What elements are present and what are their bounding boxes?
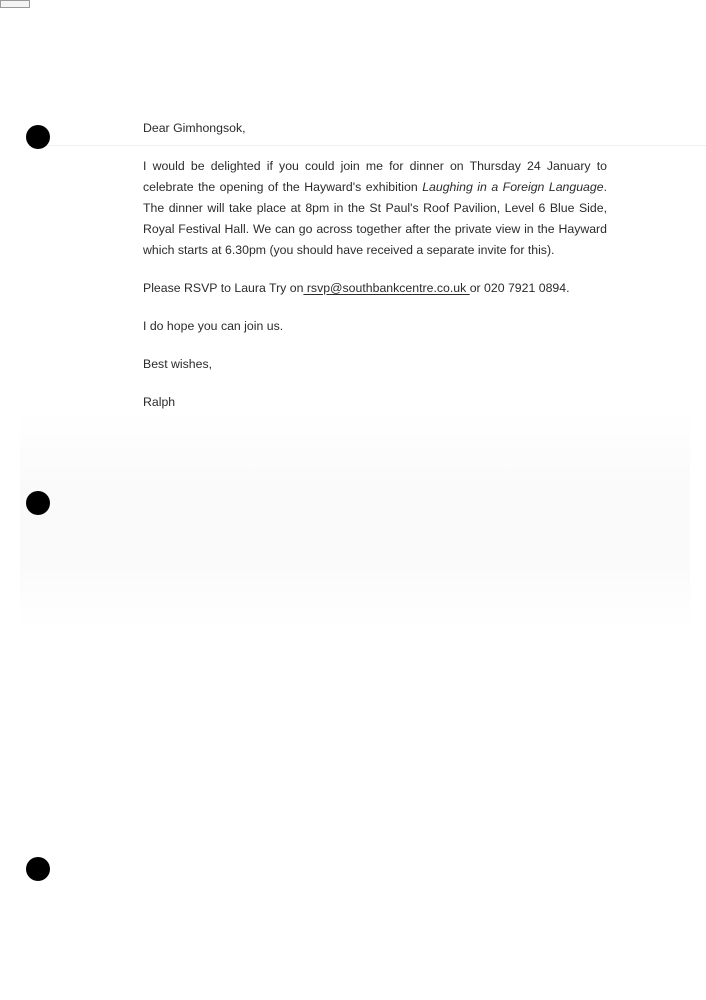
punch-hole-top (26, 125, 50, 149)
salutation: Dear Gimhongsok, (143, 121, 246, 135)
letter-body (143, 118, 607, 413)
rsvp-suffix: or 020 7921 0894. (469, 281, 570, 295)
exhibition-title: Laughing in a Foreign Language (422, 180, 604, 194)
punch-hole-bottom (26, 857, 50, 881)
invitation-text-2: . The dinner will take place at 8pm in the St Paul's Roof Pavilion, Level 6 Blue Side, Royal Festival Hall. We can go across together after the private view in the Hayward which starts at 6.30pm (you should have received a separate invite for this). (143, 180, 608, 257)
invitation-text-1: I would be delighted if you could join me for dinner on Thursday 24 January to celebrate the opening of the Hayward's exhibition (143, 159, 607, 194)
rsvp-prefix: Please RSVP to Laura Try on (143, 281, 304, 295)
paper-shadow (20, 410, 690, 630)
signature: Ralph (143, 395, 176, 409)
punch-hole-middle (26, 491, 50, 515)
closing-line: I do hope you can join us. (143, 319, 284, 333)
rsvp-line (143, 278, 607, 299)
regards-line: Best wishes, (143, 357, 213, 371)
scan-stamp (0, 0, 30, 8)
invitation-paragraph (143, 156, 607, 261)
rsvp-email-link[interactable]: rsvp@southbankcentre.co.uk (303, 281, 470, 295)
